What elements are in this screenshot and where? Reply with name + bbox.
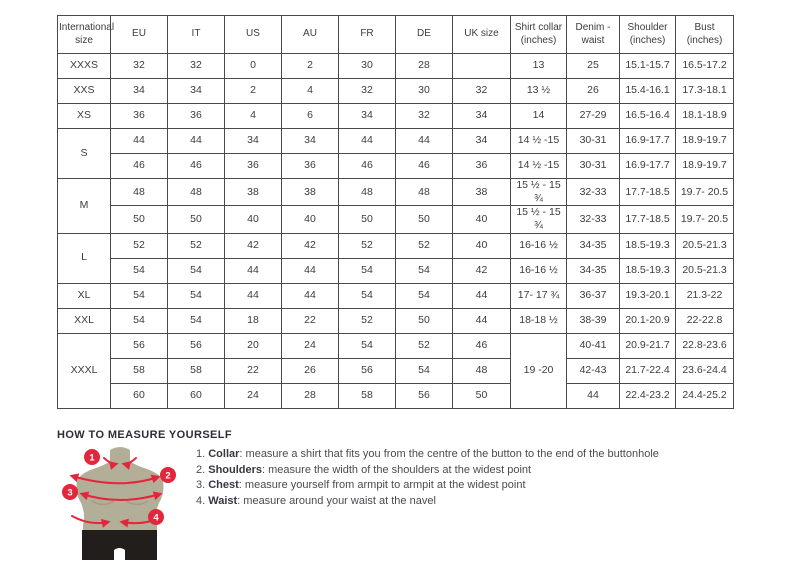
instruction-label: Waist: [208, 494, 238, 507]
column-header: Shirt collar (inches): [511, 16, 567, 54]
size-cell: 15.4-16.1: [620, 79, 676, 104]
size-cell: 17.7-18.5: [620, 179, 676, 206]
size-cell: 42-43: [567, 358, 620, 383]
size-cell: XL: [58, 283, 111, 308]
table-row: [58, 233, 734, 258]
size-cell: 16-16 ½: [511, 258, 567, 283]
table-row: [58, 308, 734, 333]
size-cell: 32-33: [567, 179, 620, 206]
measure-instructions: [196, 447, 659, 509]
table-row: [58, 104, 734, 129]
measure-section-title: HOW TO MEASURE YOURSELF: [57, 429, 233, 441]
size-cell: 30-31: [567, 154, 620, 179]
size-cell: 46: [396, 154, 453, 179]
size-cell: XXS: [58, 79, 111, 104]
size-cell: 20.5-21.3: [676, 233, 734, 258]
size-cell: 28: [282, 383, 339, 408]
column-header: UK size: [453, 16, 511, 54]
size-cell: 15.1-15.7: [620, 54, 676, 79]
size-cell: 21.3-22: [676, 283, 734, 308]
size-cell: 48: [339, 179, 396, 206]
size-cell: 40: [282, 206, 339, 233]
size-cell: 54: [111, 308, 168, 333]
size-cell: 56: [168, 333, 225, 358]
svg-text:1: 1: [89, 452, 95, 464]
size-cell: 32: [453, 79, 511, 104]
size-cell: 50: [168, 206, 225, 233]
column-header: US: [225, 16, 282, 54]
size-cell: 52: [168, 233, 225, 258]
column-header: IT: [168, 16, 225, 54]
size-cell: 13 ½: [511, 79, 567, 104]
size-cell: 58: [168, 358, 225, 383]
size-cell: 34: [453, 129, 511, 154]
size-cell: 36: [168, 104, 225, 129]
size-cell: 52: [396, 333, 453, 358]
size-cell: 16.9-17.7: [620, 129, 676, 154]
instruction-label: Collar: [208, 448, 240, 460]
size-cell: 44: [111, 129, 168, 154]
mannequin-illustration: [58, 444, 186, 566]
size-cell: 40: [453, 233, 511, 258]
column-header: EU: [111, 16, 168, 54]
size-cell: 54: [339, 333, 396, 358]
size-cell: 54: [168, 258, 225, 283]
size-cell: 18.9-19.7: [676, 129, 734, 154]
size-cell: 19 -20: [511, 333, 567, 408]
svg-text:4: 4: [153, 512, 159, 524]
size-cell: 44: [453, 308, 511, 333]
size-cell: 54: [111, 258, 168, 283]
size-cell: 46: [111, 154, 168, 179]
size-cell: 54: [168, 283, 225, 308]
size-cell: 44: [396, 129, 453, 154]
column-header: Bust (inches): [676, 16, 734, 54]
size-cell: 14 ½ -15: [511, 129, 567, 154]
size-cell: 54: [396, 258, 453, 283]
badge-shoulders: [160, 467, 176, 483]
size-cell: 20: [225, 333, 282, 358]
size-cell: 32: [339, 79, 396, 104]
column-header: FR: [339, 16, 396, 54]
size-cell: 16-16 ½: [511, 233, 567, 258]
column-header: Denim - waist: [567, 16, 620, 54]
size-cell: 60: [168, 383, 225, 408]
column-header: DE: [396, 16, 453, 54]
size-cell: 18-18 ½: [511, 308, 567, 333]
size-table: [57, 15, 734, 409]
size-cell: 52: [339, 233, 396, 258]
table-row: [58, 154, 734, 179]
size-cell: 56: [396, 383, 453, 408]
size-cell: 30-31: [567, 129, 620, 154]
size-cell: 19.7- 20.5: [676, 179, 734, 206]
size-cell: 54: [396, 283, 453, 308]
size-cell: 4: [225, 104, 282, 129]
size-cell: 44: [567, 383, 620, 408]
badge-waist: [148, 509, 164, 525]
instruction-label: Chest: [208, 479, 239, 491]
size-cell: 16.5-17.2: [676, 54, 734, 79]
instruction-item: 3. Chest: measure yourself from armpit to armpit at the widest point: [196, 479, 526, 491]
size-cell: 42: [453, 258, 511, 283]
size-cell: 48: [453, 358, 511, 383]
size-cell: 58: [111, 358, 168, 383]
size-cell: 19.3-20.1: [620, 283, 676, 308]
size-cell: 32: [111, 54, 168, 79]
table-row: [58, 129, 734, 154]
instruction-label: Shoulders: [208, 463, 263, 476]
size-cell: 42: [225, 233, 282, 258]
size-cell: 50: [396, 308, 453, 333]
size-cell: 36: [225, 154, 282, 179]
table-row: [58, 333, 734, 358]
svg-text:2: 2: [165, 470, 171, 482]
size-cell: 14 ½ -15: [511, 154, 567, 179]
size-cell: 22.4-23.2: [620, 383, 676, 408]
size-cell: 15 ½ - 15 ¾: [511, 206, 567, 233]
size-cell: 38: [225, 179, 282, 206]
svg-text:3: 3: [67, 487, 73, 499]
size-cell: 14: [511, 104, 567, 129]
size-cell: 18.1-18.9: [676, 104, 734, 129]
size-cell: 56: [339, 358, 396, 383]
size-cell: 2: [282, 54, 339, 79]
size-cell: XS: [58, 104, 111, 129]
size-cell: 13: [511, 54, 567, 79]
size-cell: 40-41: [567, 333, 620, 358]
size-cell: 26: [567, 79, 620, 104]
table-row: [58, 79, 734, 104]
size-cell: 24: [282, 333, 339, 358]
size-cell: 40: [453, 206, 511, 233]
size-cell: 32: [168, 54, 225, 79]
size-cell: 50: [453, 383, 511, 408]
instruction-item: 1. Collar: measure a shirt that fits you from the centre of the button to the end of the buttonhole: [196, 448, 659, 460]
measurement-figure: [58, 444, 186, 566]
size-cell: 36: [453, 154, 511, 179]
size-cell: 22-22.8: [676, 308, 734, 333]
size-cell: XXXL: [58, 333, 111, 408]
size-cell: 20.5-21.3: [676, 258, 734, 283]
size-cell: 38-39: [567, 308, 620, 333]
size-cell: 58: [339, 383, 396, 408]
size-cell: 44: [282, 258, 339, 283]
badge-collar: [84, 449, 100, 465]
size-cell: 18.9-19.7: [676, 154, 734, 179]
size-cell: 18.5-19.3: [620, 233, 676, 258]
size-cell: S: [58, 129, 111, 179]
size-cell: 22: [282, 308, 339, 333]
size-cell: 34: [282, 129, 339, 154]
column-header: International size: [58, 16, 111, 54]
instruction-item: 2. Shoulders: measure the width of the shoulders at the widest point: [196, 463, 532, 476]
badge-chest: [62, 484, 78, 500]
size-cell: XXXS: [58, 54, 111, 79]
size-cell: 24: [225, 383, 282, 408]
size-cell: 24.4-25.2: [676, 383, 734, 408]
size-cell: 4: [282, 79, 339, 104]
size-cell: 17.3-18.1: [676, 79, 734, 104]
size-cell: 56: [111, 333, 168, 358]
size-cell: 20.9-21.7: [620, 333, 676, 358]
size-cell: 27-29: [567, 104, 620, 129]
size-cell: 44: [282, 283, 339, 308]
size-cell: M: [58, 179, 111, 234]
size-cell: 18.5-19.3: [620, 258, 676, 283]
size-cell: 34: [168, 79, 225, 104]
size-cell: 54: [168, 308, 225, 333]
size-cell: 16.5-16.4: [620, 104, 676, 129]
size-cell: 32-33: [567, 206, 620, 233]
size-cell: 17- 17 ¾: [511, 283, 567, 308]
size-cell: 34: [225, 129, 282, 154]
instruction-item: 4. Waist: measure around your waist at the navel: [196, 494, 436, 507]
table-row: [58, 206, 734, 233]
size-cell: 44: [339, 129, 396, 154]
size-cell: 21.7-22.4: [620, 358, 676, 383]
column-header: Shoulder (inches): [620, 16, 676, 54]
table-row: [58, 179, 734, 206]
table-row: [58, 358, 734, 383]
size-cell: 48: [111, 179, 168, 206]
size-cell: 32: [396, 104, 453, 129]
size-cell: XXL: [58, 308, 111, 333]
size-cell: 38: [453, 179, 511, 206]
size-cell: 52: [339, 308, 396, 333]
size-cell: 40: [225, 206, 282, 233]
size-cell: 52: [111, 233, 168, 258]
size-cell: 54: [111, 283, 168, 308]
size-cell: 22: [225, 358, 282, 383]
size-cell: 34-35: [567, 258, 620, 283]
size-cell: 20.1-20.9: [620, 308, 676, 333]
size-cell: 50: [396, 206, 453, 233]
table-row: [58, 258, 734, 283]
size-cell: 0: [225, 54, 282, 79]
size-cell: 22.8-23.6: [676, 333, 734, 358]
size-cell: 30: [339, 54, 396, 79]
size-cell: 54: [396, 358, 453, 383]
size-cell: 38: [282, 179, 339, 206]
size-cell: 54: [339, 283, 396, 308]
size-cell: 36-37: [567, 283, 620, 308]
size-cell: 18: [225, 308, 282, 333]
size-cell: 36: [111, 104, 168, 129]
size-cell: 26: [282, 358, 339, 383]
table-header-row: [58, 16, 734, 54]
size-cell: 2: [225, 79, 282, 104]
size-cell: 6: [282, 104, 339, 129]
size-cell: 54: [339, 258, 396, 283]
size-cell: 16.9-17.7: [620, 154, 676, 179]
table-row: [58, 283, 734, 308]
size-cell: 23.6-24.4: [676, 358, 734, 383]
size-cell: 17.7-18.5: [620, 206, 676, 233]
size-cell: 44: [225, 258, 282, 283]
size-cell: 46: [339, 154, 396, 179]
table-row: [58, 54, 734, 79]
size-cell: 25: [567, 54, 620, 79]
column-header: AU: [282, 16, 339, 54]
size-cell: 60: [111, 383, 168, 408]
size-cell: 42: [282, 233, 339, 258]
size-cell: 34: [453, 104, 511, 129]
size-cell: 34: [339, 104, 396, 129]
size-cell: 48: [396, 179, 453, 206]
size-cell: 36: [282, 154, 339, 179]
size-cell: L: [58, 233, 111, 283]
size-cell: 19.7- 20.5: [676, 206, 734, 233]
size-cell: 34-35: [567, 233, 620, 258]
size-cell: 44: [453, 283, 511, 308]
size-cell: 44: [168, 129, 225, 154]
size-cell: 34: [111, 79, 168, 104]
table-row: [58, 383, 734, 408]
mannequin-shorts: [82, 530, 157, 560]
size-cell: 15 ½ - 15 ¾: [511, 179, 567, 206]
size-cell: 30: [396, 79, 453, 104]
size-cell: 48: [168, 179, 225, 206]
size-cell: 44: [225, 283, 282, 308]
size-cell: [453, 54, 511, 79]
size-cell: 28: [396, 54, 453, 79]
size-cell: 50: [111, 206, 168, 233]
size-cell: 52: [396, 233, 453, 258]
size-cell: 46: [168, 154, 225, 179]
size-cell: 50: [339, 206, 396, 233]
size-cell: 46: [453, 333, 511, 358]
size-table-body: [58, 54, 734, 409]
